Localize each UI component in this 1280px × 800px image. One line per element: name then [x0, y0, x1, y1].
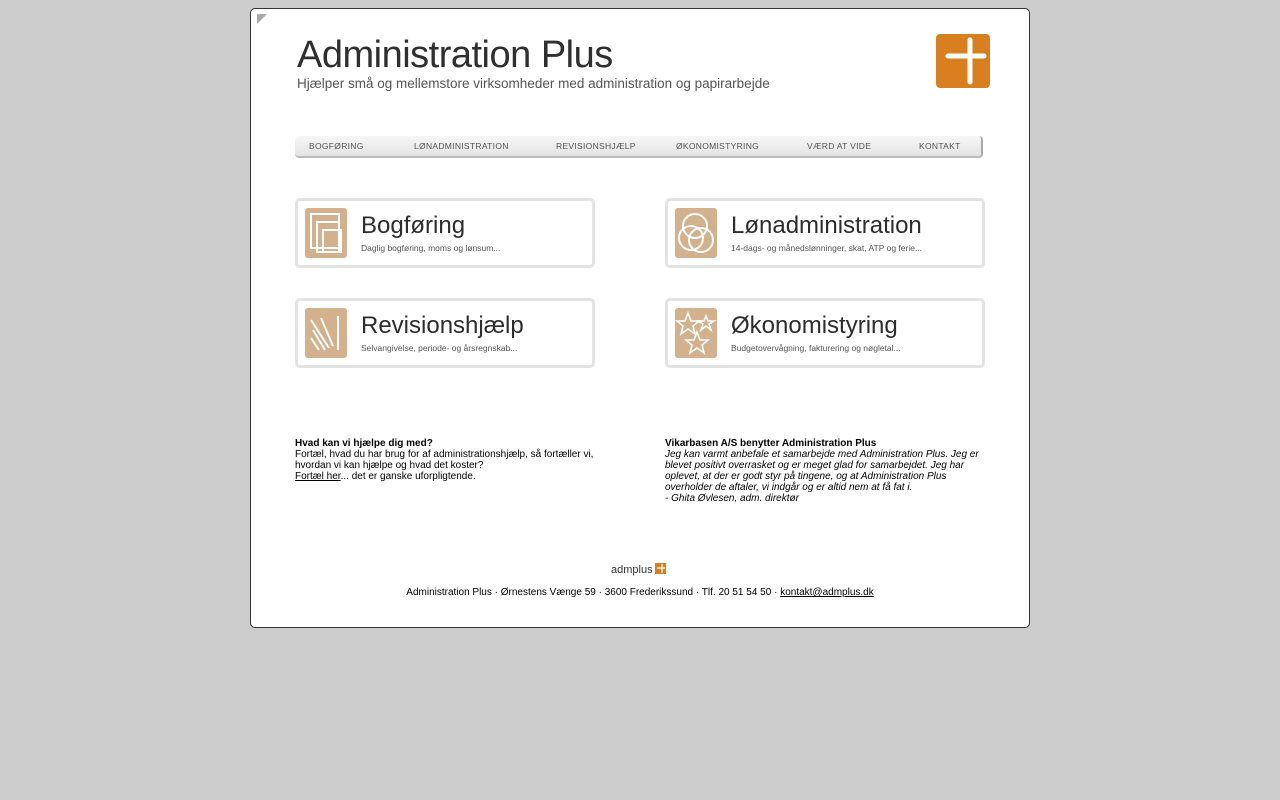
circles-icon: [675, 208, 717, 258]
help-link-suffix: ... det er ganske uforpligtende.: [340, 471, 476, 482]
tile-title: Lønadministration: [731, 212, 922, 239]
footer-address: [251, 587, 1029, 598]
service-tile-bogforing[interactable]: [295, 198, 595, 268]
corner-mark: [257, 14, 267, 24]
nav-item-bogforing[interactable]: BOGFØRING: [309, 141, 364, 151]
footer-address-text: Administration Plus · Ørnestens Vænge 59 · 3600 Frederikssund · Tlf. 20 51 54 50 ·: [406, 587, 781, 598]
nav-item-okonomistyring[interactable]: ØKONOMISTYRING: [676, 141, 760, 151]
main-nav: [295, 136, 983, 158]
tile-subtitle: Budgetovervågning, fakturering og nøgletal...: [731, 343, 901, 353]
documents-icon: [305, 208, 347, 258]
stars-icon: [675, 308, 717, 358]
service-tile-okonomistyring[interactable]: [665, 298, 985, 368]
testimonial-author: - Ghita Øvlesen, adm. direktør: [665, 493, 799, 504]
testimonial-quote: Jeg kan varmt anbefale et samarbejde med Administration Plus. Jeg er blevet positivt overrasket og er meget glad for samarbejdet. Jeg har oplevet, at der er godt styr på tingene, og at Administration Plus overholder de aftaler, vi indgår og er altid nem at få fat i.: [665, 449, 979, 493]
service-tile-revisionshjaelp[interactable]: [295, 298, 595, 368]
tile-title: Revisionshjælp: [361, 312, 524, 339]
nav-item-kontakt[interactable]: KONTAKT: [919, 141, 961, 151]
footer-logo-text: admplus: [611, 564, 653, 576]
plus-icon: [655, 563, 666, 574]
help-link[interactable]: Fortæl her: [295, 471, 341, 482]
nav-item-vaerd-at-vide[interactable]: VÆRD AT VIDE: [807, 141, 872, 151]
tile-title: Bogføring: [361, 212, 466, 239]
lines-icon: [305, 308, 347, 358]
service-tile-lonadministration[interactable]: [665, 198, 985, 268]
nav-item-revisionshjaelp[interactable]: REVISIONSHJÆLP: [556, 141, 636, 151]
nav-item-lonadministration[interactable]: LØNADMINISTRATION: [414, 141, 509, 151]
help-body: Fortæl, hvad du har brug for af administrationshjælp, så fortæller vi, hvordan vi kan hjælpe og hvad det koster?: [295, 449, 594, 471]
footer-email-link[interactable]: kontakt@admplus.dk: [780, 587, 874, 598]
testimonial-heading: Vikarbasen A/S benytter Administration Plus: [665, 438, 877, 449]
page-container: [250, 8, 1030, 628]
site-subtitle: Hjælper små og mellemstore virksomheder med administration og papirarbejde: [297, 76, 770, 91]
plus-logo-icon[interactable]: [936, 34, 990, 88]
site-title: Administration Plus: [297, 34, 613, 76]
tile-subtitle: Daglig bogføring, moms og lønsum...: [361, 243, 501, 253]
testimonial-section: [665, 438, 987, 504]
footer-logo: [611, 563, 666, 576]
tile-subtitle: 14-dags- og månedslønninger, skat, ATP og ferie...: [731, 243, 923, 253]
tile-title: Økonomistyring: [731, 312, 898, 339]
help-section: [295, 438, 600, 482]
help-heading: Hvad kan vi hjælpe dig med?: [295, 438, 433, 449]
tile-subtitle: Selvangivelse, periode- og årsregnskab...: [361, 343, 518, 353]
